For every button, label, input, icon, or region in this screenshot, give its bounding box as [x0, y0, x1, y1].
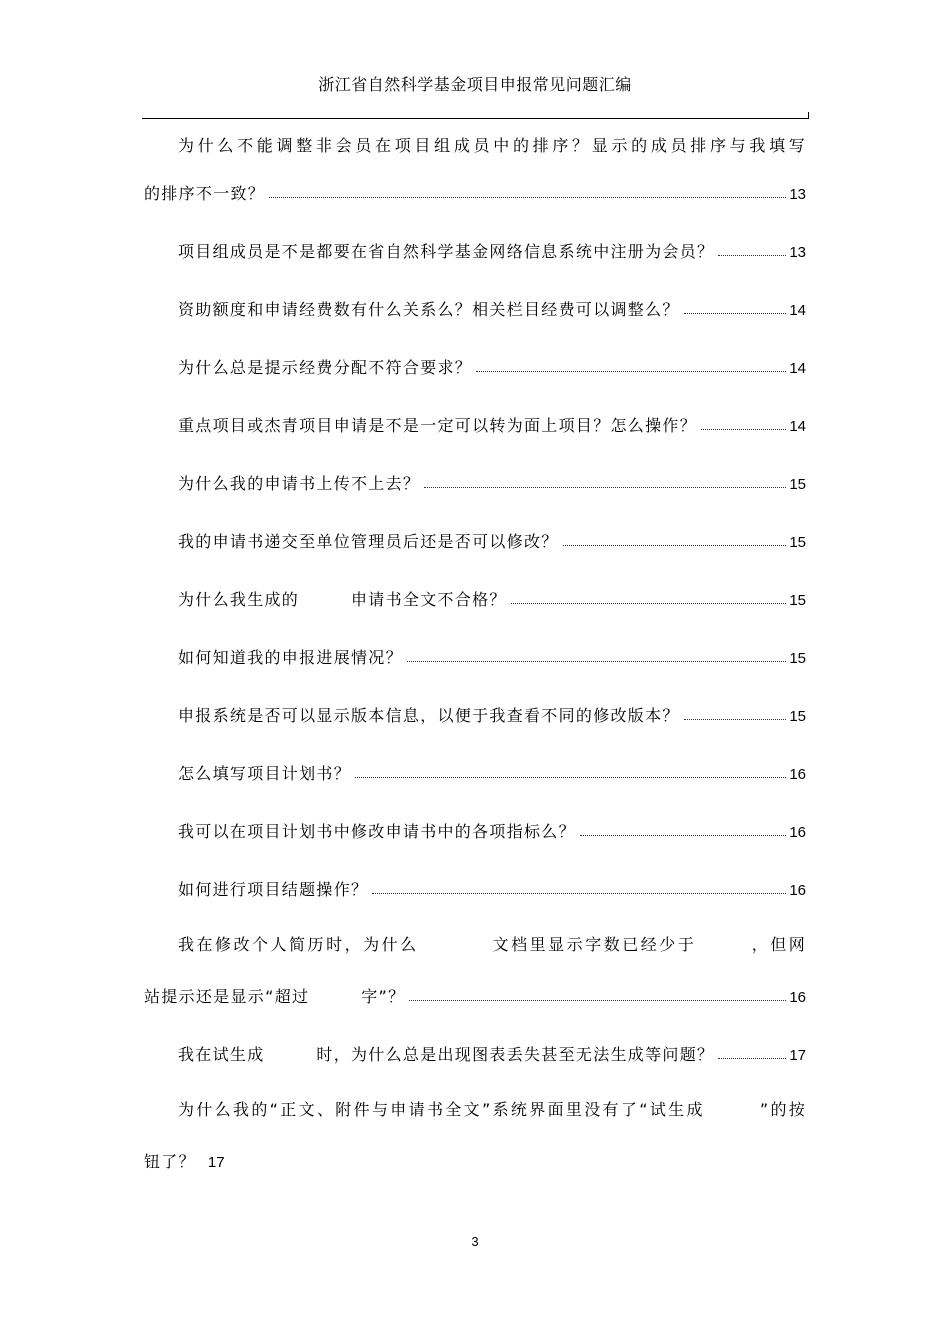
toc-entry-3[interactable]: [144, 348, 806, 378]
toc-entry-text: 如何进行项目结题操作？: [178, 880, 369, 899]
header-rule: [142, 118, 809, 119]
toc-entry-text: 如何知道我的申报进展情况？: [178, 648, 403, 667]
toc-page-number: 14: [789, 360, 806, 377]
dot-leader: [718, 255, 786, 256]
toc-page-number: 13: [789, 244, 806, 261]
toc-page-number: 16: [789, 882, 806, 899]
toc-entry-text: 申报系统是否可以显示版本信息，以便于我查看不同的修改版本？: [178, 706, 680, 725]
dot-leader: [511, 603, 787, 604]
toc-page-number: 15: [789, 592, 806, 609]
dot-leader: [580, 835, 786, 836]
toc-entry-13-line-2[interactable]: [144, 977, 806, 1007]
toc-page-number: 16: [789, 989, 806, 1006]
toc-entry-text: 站提示还是显示“超过 字”？: [144, 987, 406, 1006]
dot-leader: [718, 1058, 786, 1059]
toc-page-number: 17: [789, 1047, 806, 1064]
toc-page-number: 14: [789, 418, 806, 435]
toc-page-number: 15: [789, 476, 806, 493]
toc-entry-10[interactable]: [144, 754, 806, 784]
toc-entry-6[interactable]: [144, 522, 806, 552]
toc-entry-13-line-1[interactable]: [144, 925, 806, 955]
toc-entry-text: 为什么总是提示经费分配不符合要求？: [178, 358, 473, 377]
toc-entry-9[interactable]: [144, 696, 806, 726]
toc-entry-text: 重点项目或杰青项目申请是不是一定可以转为面上项目？怎么操作？: [178, 416, 698, 435]
dot-leader: [409, 1000, 786, 1001]
toc-page-number: 13: [789, 186, 806, 203]
header-rule-tick: [808, 112, 809, 119]
toc-entry-12[interactable]: [144, 870, 806, 900]
dot-leader: [563, 545, 787, 546]
dot-leader: [476, 371, 786, 372]
toc-page-number: 16: [789, 824, 806, 841]
toc-entry-text: 钮了？: [144, 1152, 196, 1171]
toc-entry-text: 我的申请书递交至单位管理员后还是否可以修改？: [178, 532, 559, 551]
toc-entry-text: 资助额度和申请经费数有什么关系么？相关栏目经费可以调整么？: [178, 300, 680, 319]
toc-page-number: 16: [789, 766, 806, 783]
page-number: 3: [471, 1234, 479, 1249]
toc-page-number: 15: [789, 650, 806, 667]
toc-entry-2[interactable]: [144, 290, 806, 320]
toc-entry-text: 怎么填写项目计划书？: [178, 764, 352, 783]
toc-entry-text: 为什么我的“正文、附件与申请书全文”系统界面里没有了“试生成 ”的按: [178, 1100, 806, 1119]
dot-leader: [684, 313, 787, 314]
toc-entry-7[interactable]: [144, 580, 806, 610]
toc-entry-text: 为什么我的申请书上传不上去？: [178, 474, 421, 493]
running-header: 浙江省自然科学基金项目申报常见问题汇编: [318, 75, 632, 94]
toc-entry-1[interactable]: [144, 232, 806, 262]
toc-entry-15-line-1[interactable]: [144, 1090, 806, 1120]
toc-entry-15-line-2[interactable]: [144, 1142, 806, 1172]
dot-leader: [372, 893, 786, 894]
toc-entry-text: 的排序不一致？: [144, 184, 266, 203]
toc-entry-text: 为什么不能调整非会员在项目组成员中的排序？显示的成员排序与我填写: [178, 136, 806, 155]
dot-leader: [684, 719, 787, 720]
dot-leader: [269, 197, 786, 198]
toc-page-number: 14: [789, 302, 806, 319]
toc-entry-text: 我在试生成 时，为什么总是出现图表丢失甚至无法生成等问题？: [178, 1045, 715, 1064]
toc-entry-14[interactable]: [144, 1035, 806, 1065]
toc-entry-text: 我可以在项目计划书中修改申请书中的各项指标么？: [178, 822, 576, 841]
toc-entry-0-line-1[interactable]: [144, 126, 806, 156]
toc-page-number: 15: [789, 534, 806, 551]
dot-leader: [355, 777, 786, 778]
toc-entry-4[interactable]: [144, 406, 806, 436]
toc-entry-text: 为什么我生成的 申请书全文不合格？: [178, 590, 507, 609]
dot-leader: [407, 661, 786, 662]
toc-page-number: 15: [789, 708, 806, 725]
toc-entry-text: 我在修改个人简历时，为什么 文档里显示字数已经少于 ，但网: [178, 935, 806, 954]
toc-entry-text: 项目组成员是不是都要在省自然科学基金网络信息系统中注册为会员？: [178, 242, 715, 261]
toc-page-number: 17: [207, 1154, 225, 1171]
toc-entry-11[interactable]: [144, 812, 806, 842]
toc-entry-0-line-2[interactable]: [144, 174, 806, 204]
toc-entry-5[interactable]: [144, 464, 806, 494]
dot-leader: [701, 429, 786, 430]
dot-leader: [424, 487, 786, 488]
toc-entry-8[interactable]: [144, 638, 806, 668]
